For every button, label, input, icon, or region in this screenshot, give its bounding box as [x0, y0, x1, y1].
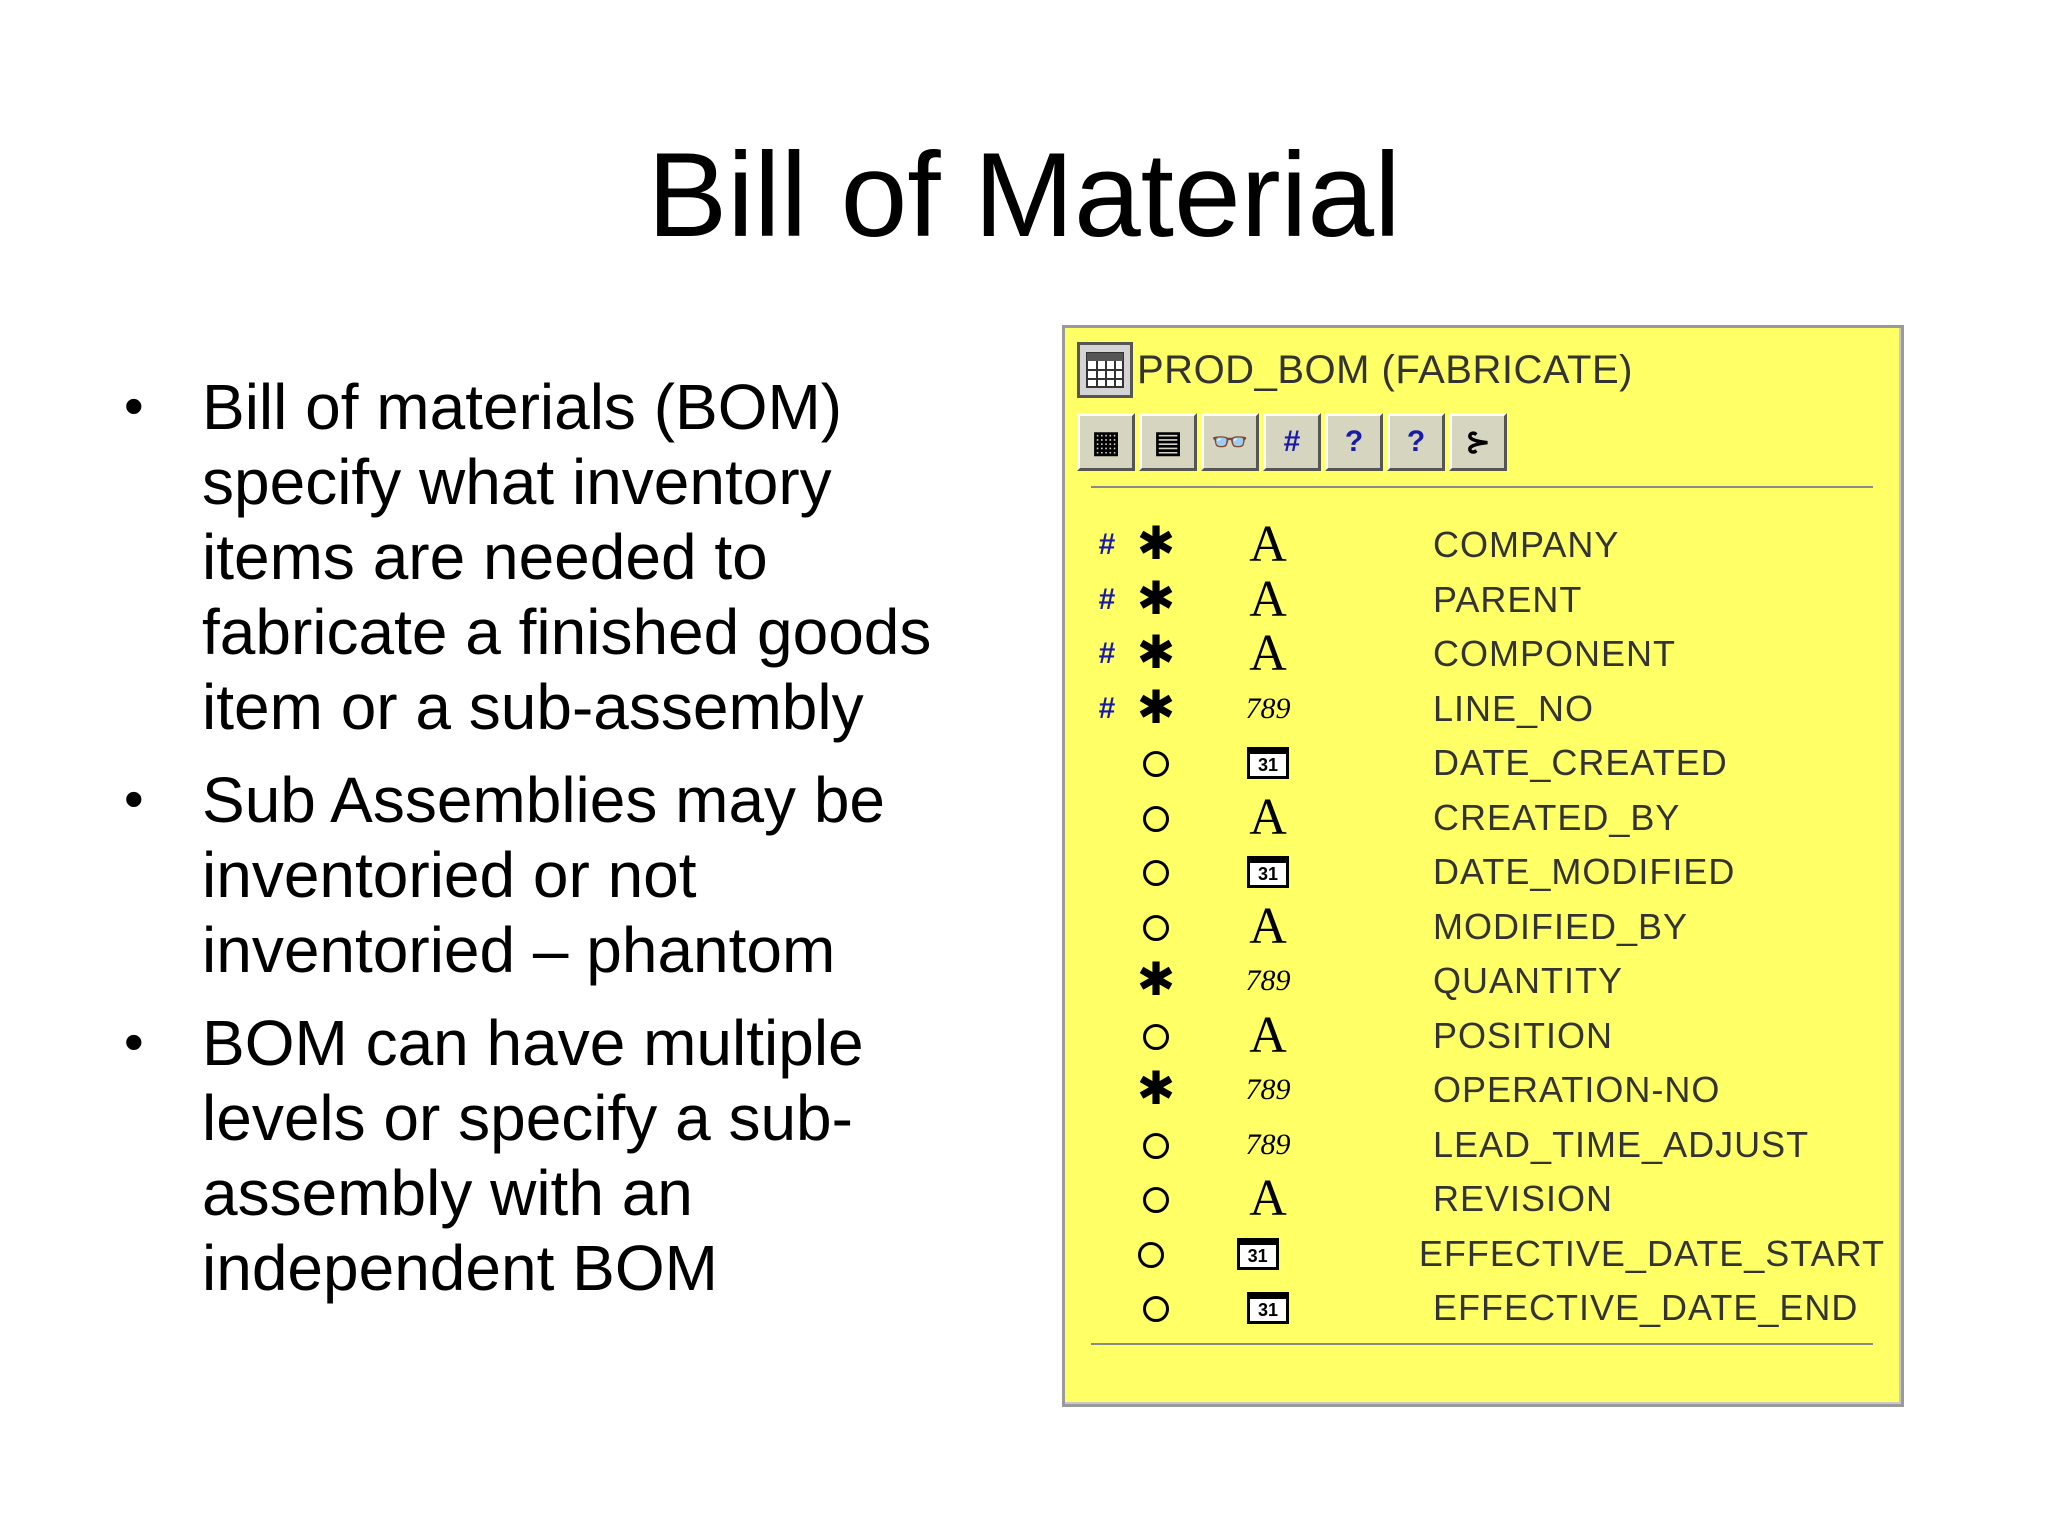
calendar-icon [1213, 1292, 1323, 1324]
column-row[interactable] [1085, 1063, 1885, 1118]
column-row[interactable] [1085, 1227, 1885, 1282]
column-row[interactable] [1085, 1006, 1885, 1064]
entity-title: PROD_BOM (FABRICATE) [1137, 347, 1633, 392]
column-name: PARENT [1433, 578, 1583, 620]
mandatory-icon [1129, 571, 1183, 624]
optional-icon [1129, 1175, 1183, 1223]
column-row[interactable] [1085, 627, 1885, 682]
column-row[interactable] [1085, 1172, 1885, 1227]
optional-icon [1129, 903, 1183, 951]
table-icon[interactable] [1077, 342, 1133, 398]
mandatory-icon [1129, 1062, 1183, 1115]
divider-top [1091, 486, 1873, 488]
text-type-icon: A [1249, 897, 1287, 955]
circle-icon [1143, 860, 1169, 886]
column-row[interactable] [1085, 570, 1885, 628]
column-name: LEAD_TIME_ADJUST [1433, 1123, 1810, 1165]
column-row[interactable] [1085, 1281, 1885, 1336]
circle-icon [1143, 806, 1169, 832]
mandatory-icon [1129, 953, 1183, 1006]
column-name: POSITION [1433, 1014, 1614, 1056]
list-icon[interactable]: ▦ [1077, 413, 1135, 471]
column-row[interactable] [1085, 897, 1885, 955]
optional-icon [1129, 848, 1183, 896]
column-row[interactable] [1085, 1118, 1885, 1173]
mandatory-icon [1129, 626, 1183, 679]
column-name: LINE_NO [1433, 687, 1595, 729]
number-type-icon: 789 [1245, 1073, 1291, 1107]
bullet-dot: • [124, 374, 144, 437]
column-name: DATE_MODIFIED [1433, 851, 1736, 893]
primary-key-icon: # [1098, 528, 1116, 562]
asterisk-icon: ✱ [1136, 517, 1176, 570]
asterisk-icon: ✱ [1136, 680, 1176, 733]
column-name: COMPONENT [1433, 633, 1676, 675]
mandatory-icon [1129, 517, 1183, 570]
bullet-item [120, 763, 1000, 988]
optional-icon [1129, 1284, 1183, 1332]
key-question-icon[interactable]: ? [1325, 413, 1383, 471]
text-type-icon: A [1249, 570, 1287, 628]
date-type-icon: 31 [1247, 856, 1289, 888]
column-name: DATE_CREATED [1433, 742, 1728, 784]
grid-icon[interactable]: ▤ [1139, 413, 1197, 471]
bullet-dot: • [124, 767, 144, 830]
optional-icon [1129, 1012, 1183, 1060]
column-row[interactable] [1085, 954, 1885, 1009]
column-name: EFFECTIVE_DATE_START [1418, 1232, 1885, 1274]
column-name: CREATED_BY [1433, 796, 1681, 838]
number-type-icon: 789 [1245, 691, 1291, 725]
asterisk-icon: ✱ [1136, 1062, 1176, 1115]
circle-icon [1143, 1024, 1169, 1050]
text-type-icon: A [1249, 516, 1287, 574]
calendar-icon [1213, 747, 1323, 779]
optional-icon [1129, 794, 1183, 842]
primary-key-icon: # [1098, 691, 1116, 725]
relation-icon[interactable]: ⊱ [1449, 413, 1507, 471]
column-row[interactable] [1085, 788, 1885, 846]
check-question-icon[interactable]: ? [1387, 413, 1445, 471]
column-name: REVISION [1433, 1178, 1614, 1220]
text-type-icon: A [1249, 1006, 1287, 1064]
number-type-icon: 789 [1245, 1127, 1291, 1161]
glasses-icon[interactable]: 👓 [1201, 413, 1259, 471]
text-type-icon: A [1249, 625, 1287, 683]
circle-icon [1143, 1133, 1169, 1159]
text-type-icon: A [1249, 788, 1287, 846]
primary-key-icon: # [1098, 582, 1116, 616]
column-row[interactable] [1085, 682, 1885, 737]
column-row[interactable] [1085, 518, 1885, 573]
circle-icon [1138, 1242, 1164, 1268]
asterisk-icon: ✱ [1136, 571, 1176, 624]
asterisk-icon: ✱ [1136, 626, 1176, 679]
optional-icon [1126, 1230, 1176, 1278]
date-type-icon: 31 [1237, 1238, 1279, 1270]
hash-icon[interactable]: # [1263, 413, 1321, 471]
bullet-dot: • [124, 1010, 144, 1073]
date-type-icon: 31 [1247, 1292, 1289, 1324]
column-name: OPERATION-NO [1433, 1069, 1721, 1111]
calendar-icon [1213, 856, 1323, 888]
bullet-item [120, 370, 1000, 745]
primary-key-icon: # [1098, 637, 1116, 671]
entity-panel[interactable] [1062, 325, 1904, 1407]
entity-toolbar [1077, 413, 1511, 471]
number-type-icon: 789 [1245, 964, 1291, 998]
divider-bottom [1091, 1343, 1873, 1345]
column-name: MODIFIED_BY [1433, 905, 1689, 947]
bullet-text: BOM can have multiple levels or specify a sub-assembly with an independent BOM [202, 1007, 864, 1304]
column-row[interactable] [1085, 736, 1885, 791]
date-type-icon: 31 [1247, 747, 1289, 779]
column-name: COMPANY [1433, 524, 1620, 566]
circle-icon [1143, 915, 1169, 941]
circle-icon [1143, 751, 1169, 777]
optional-icon [1129, 739, 1183, 787]
text-type-icon: A [1249, 1170, 1287, 1228]
column-name: EFFECTIVE_DATE_END [1433, 1287, 1859, 1329]
optional-icon [1129, 1121, 1183, 1169]
bullet-list [120, 370, 1000, 1324]
calendar-icon [1206, 1238, 1309, 1270]
bullet-text: Bill of materials (BOM) specify what inventory items are needed to fabricate a finished goods item or a sub-assembly [202, 371, 932, 743]
bullet-text: Sub Assemblies may be inventoried or not inventoried – phantom [202, 764, 885, 986]
entity-header [1077, 340, 1633, 400]
column-name: QUANTITY [1433, 960, 1624, 1002]
column-row[interactable] [1085, 845, 1885, 900]
mandatory-icon [1129, 680, 1183, 733]
bullet-item [120, 1006, 1000, 1306]
asterisk-icon: ✱ [1136, 953, 1176, 1006]
slide-title: Bill of Material [647, 128, 1401, 262]
circle-icon [1143, 1187, 1169, 1213]
circle-icon [1143, 1296, 1169, 1322]
column-list [1085, 518, 1885, 1336]
